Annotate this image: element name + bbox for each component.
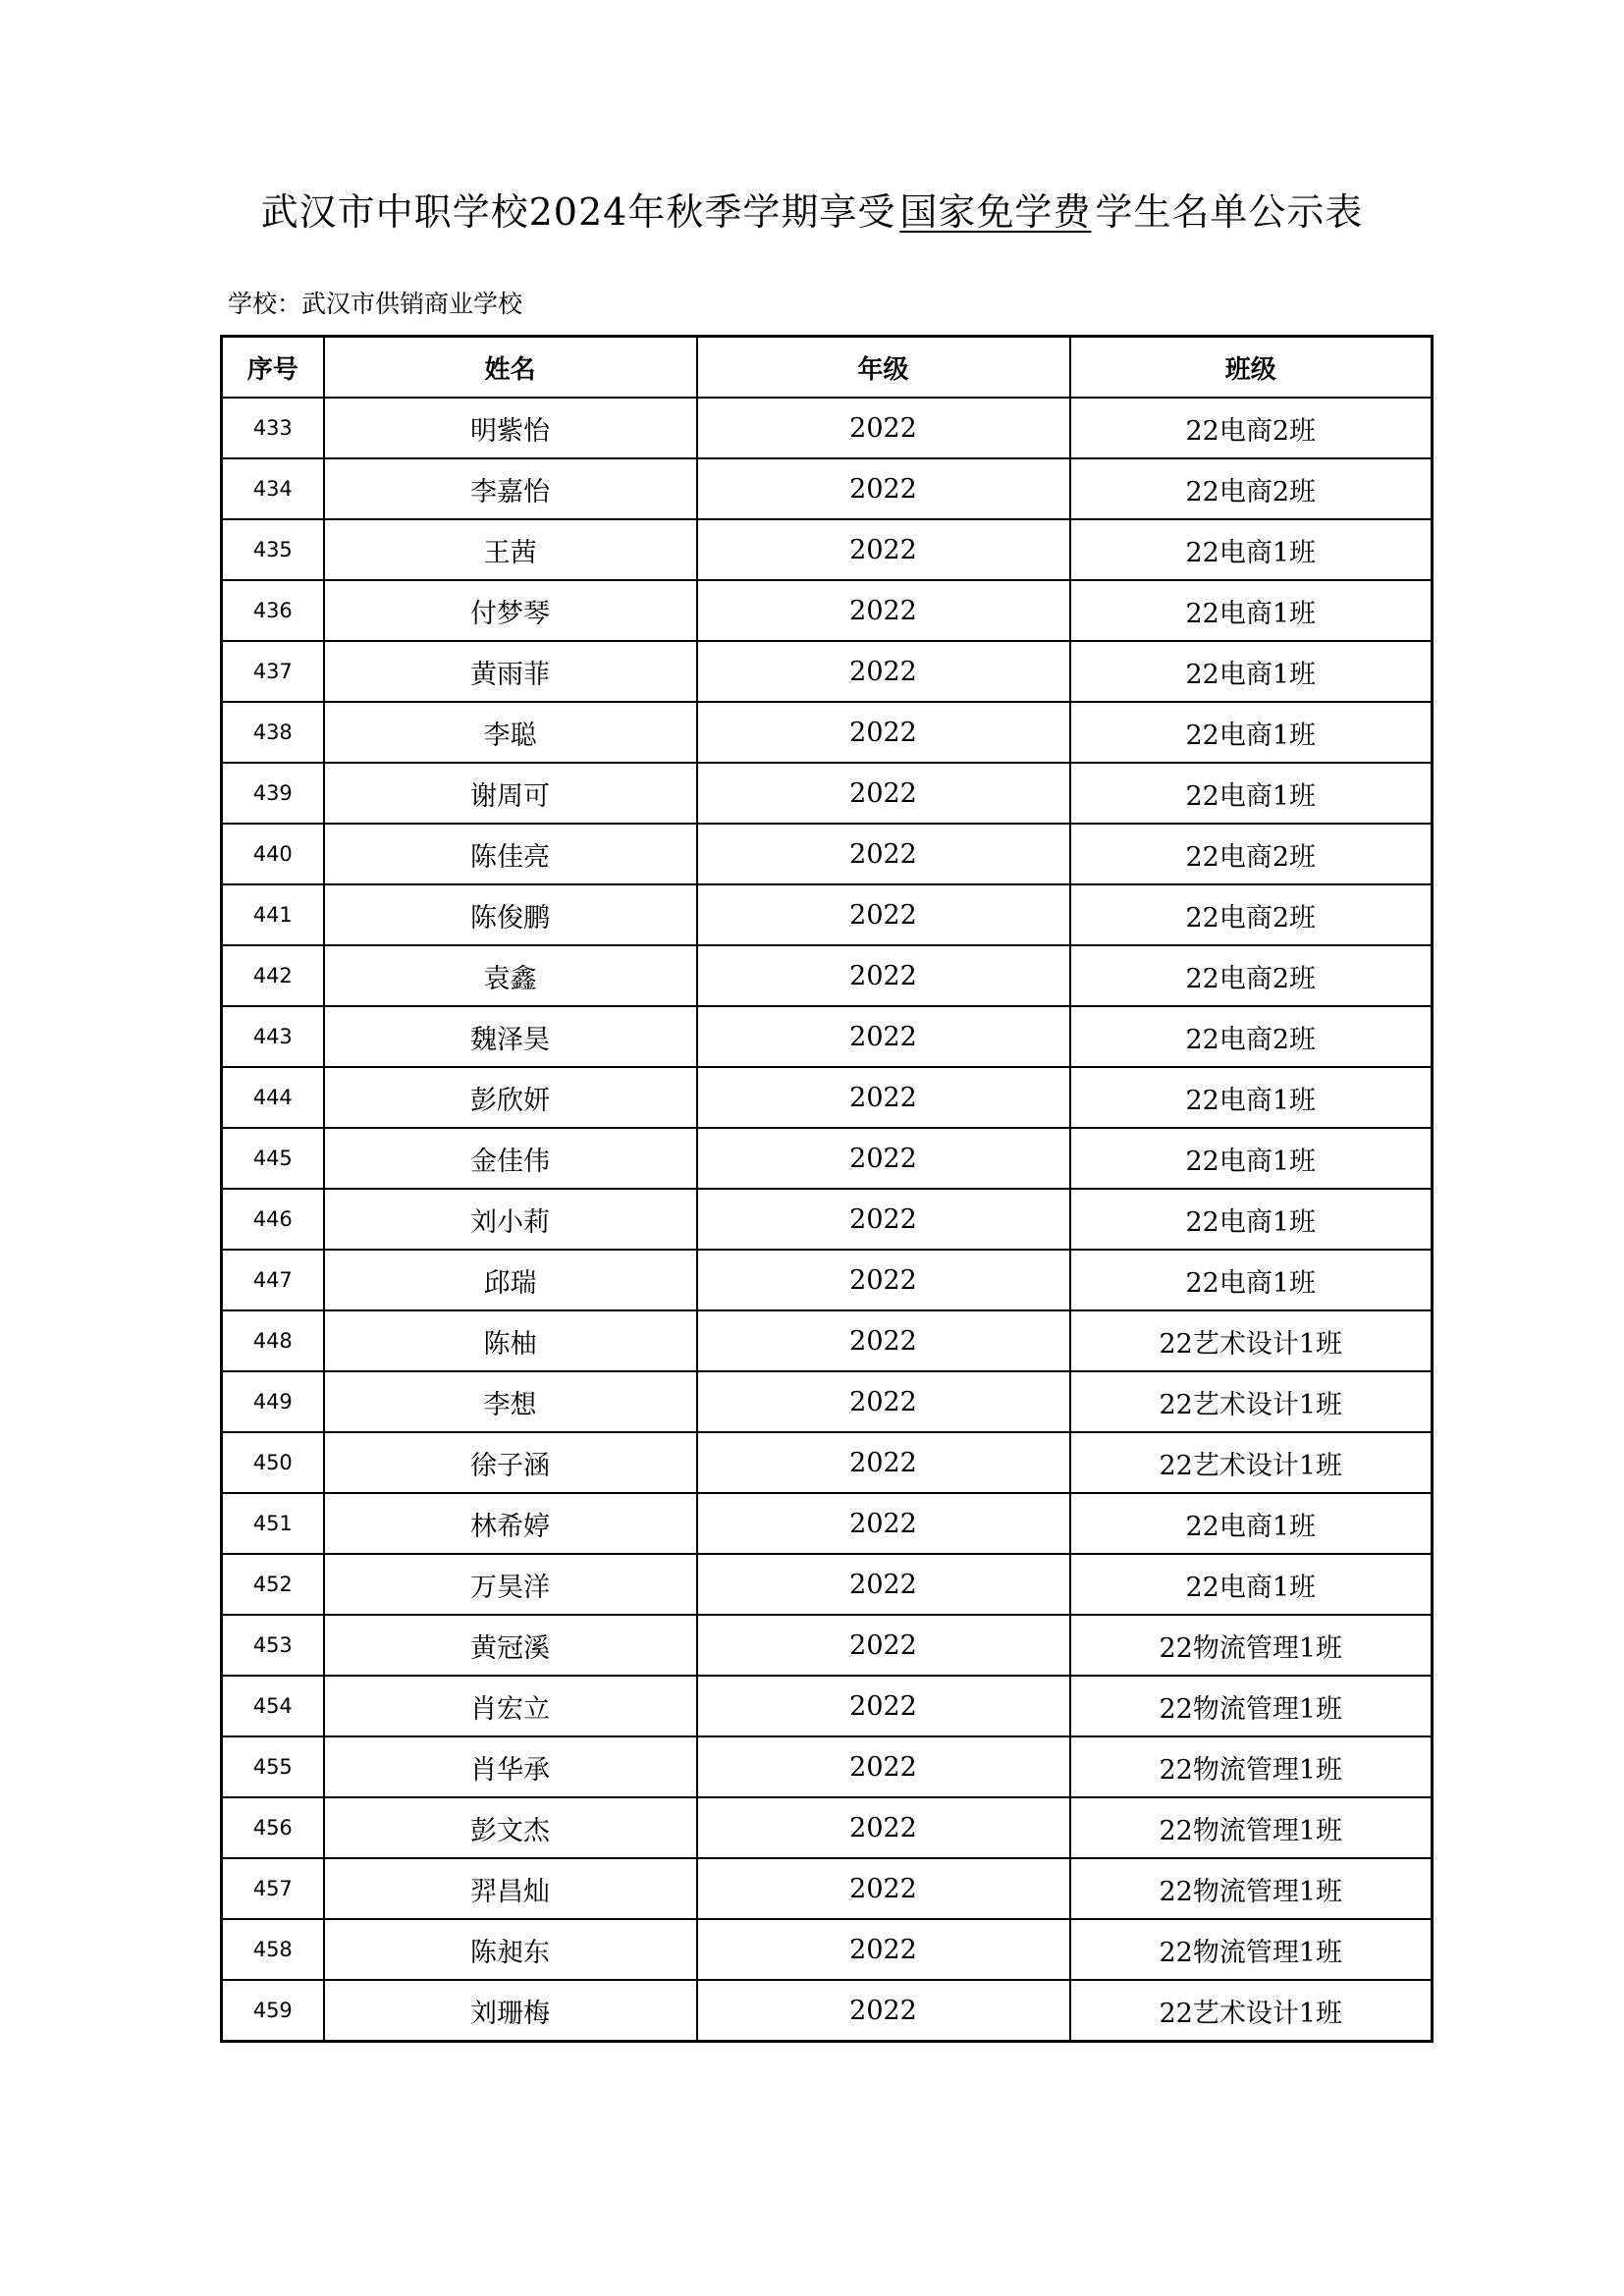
cell-index: 457 bbox=[222, 1858, 324, 1919]
cell-name: 李聪 bbox=[324, 702, 697, 763]
cell-grade: 2022 bbox=[697, 1919, 1070, 1980]
table-row bbox=[222, 641, 1433, 702]
cell-index: 439 bbox=[222, 763, 324, 824]
cell-index: 437 bbox=[222, 641, 324, 702]
cell-grade: 2022 bbox=[697, 398, 1070, 458]
cell-grade: 2022 bbox=[697, 1006, 1070, 1067]
cell-class: 22电商1班 bbox=[1070, 1493, 1433, 1554]
cell-class: 22艺术设计1班 bbox=[1070, 1980, 1433, 2042]
cell-grade: 2022 bbox=[697, 458, 1070, 519]
cell-grade: 2022 bbox=[697, 824, 1070, 884]
table-row bbox=[222, 945, 1433, 1006]
cell-grade: 2022 bbox=[697, 945, 1070, 1006]
cell-name: 陈俊鹏 bbox=[324, 884, 697, 945]
cell-name: 邱瑞 bbox=[324, 1250, 697, 1310]
table-header-row bbox=[222, 337, 1433, 399]
cell-grade: 2022 bbox=[697, 641, 1070, 702]
page-title bbox=[0, 185, 1624, 240]
cell-name: 彭文杰 bbox=[324, 1797, 697, 1858]
table-row bbox=[222, 884, 1433, 945]
header-name: 姓名 bbox=[324, 337, 697, 399]
table-row bbox=[222, 1310, 1433, 1371]
cell-grade: 2022 bbox=[697, 1615, 1070, 1676]
cell-name: 金佳伟 bbox=[324, 1128, 697, 1189]
table-row bbox=[222, 1980, 1433, 2042]
table-body bbox=[222, 398, 1433, 2042]
table-row bbox=[222, 1736, 1433, 1797]
cell-index: 446 bbox=[222, 1189, 324, 1250]
cell-class: 22电商1班 bbox=[1070, 580, 1433, 641]
cell-index: 458 bbox=[222, 1919, 324, 1980]
cell-class: 22物流管理1班 bbox=[1070, 1919, 1433, 1980]
cell-index: 450 bbox=[222, 1432, 324, 1493]
table-row bbox=[222, 1189, 1433, 1250]
cell-grade: 2022 bbox=[697, 1189, 1070, 1250]
cell-name: 黄冠溪 bbox=[324, 1615, 697, 1676]
table-row bbox=[222, 1432, 1433, 1493]
cell-grade: 2022 bbox=[697, 1067, 1070, 1128]
cell-index: 440 bbox=[222, 824, 324, 884]
cell-grade: 2022 bbox=[697, 884, 1070, 945]
cell-index: 452 bbox=[222, 1554, 324, 1615]
cell-class: 22电商2班 bbox=[1070, 398, 1433, 458]
table-row bbox=[222, 1128, 1433, 1189]
cell-class: 22物流管理1班 bbox=[1070, 1797, 1433, 1858]
cell-class: 22电商2班 bbox=[1070, 824, 1433, 884]
cell-index: 455 bbox=[222, 1736, 324, 1797]
cell-index: 444 bbox=[222, 1067, 324, 1128]
cell-class: 22电商1班 bbox=[1070, 1554, 1433, 1615]
table-row bbox=[222, 1371, 1433, 1432]
header-class: 班级 bbox=[1070, 337, 1433, 399]
cell-index: 438 bbox=[222, 702, 324, 763]
school-label: 学校： bbox=[228, 290, 302, 318]
title-prefix: 武汉市中职学校2024年秋季学期享受 bbox=[260, 190, 896, 234]
table-row bbox=[222, 1554, 1433, 1615]
cell-class: 22艺术设计1班 bbox=[1070, 1310, 1433, 1371]
cell-grade: 2022 bbox=[697, 519, 1070, 580]
cell-class: 22电商1班 bbox=[1070, 763, 1433, 824]
header-index: 序号 bbox=[222, 337, 324, 399]
table-row bbox=[222, 398, 1433, 458]
table-row bbox=[222, 1006, 1433, 1067]
cell-name: 明紫怡 bbox=[324, 398, 697, 458]
table-row bbox=[222, 763, 1433, 824]
table-row bbox=[222, 580, 1433, 641]
cell-class: 22电商1班 bbox=[1070, 1189, 1433, 1250]
cell-index: 456 bbox=[222, 1797, 324, 1858]
cell-class: 22电商2班 bbox=[1070, 458, 1433, 519]
cell-name: 肖宏立 bbox=[324, 1676, 697, 1736]
cell-class: 22物流管理1班 bbox=[1070, 1858, 1433, 1919]
cell-index: 441 bbox=[222, 884, 324, 945]
cell-index: 451 bbox=[222, 1493, 324, 1554]
cell-name: 羿昌灿 bbox=[324, 1858, 697, 1919]
cell-name: 徐子涵 bbox=[324, 1432, 697, 1493]
cell-grade: 2022 bbox=[697, 1676, 1070, 1736]
cell-grade: 2022 bbox=[697, 1310, 1070, 1371]
cell-name: 刘小莉 bbox=[324, 1189, 697, 1250]
cell-name: 彭欣妍 bbox=[324, 1067, 697, 1128]
cell-index: 447 bbox=[222, 1250, 324, 1310]
cell-class: 22物流管理1班 bbox=[1070, 1736, 1433, 1797]
cell-grade: 2022 bbox=[697, 580, 1070, 641]
cell-class: 22物流管理1班 bbox=[1070, 1615, 1433, 1676]
cell-name: 陈昶东 bbox=[324, 1919, 697, 1980]
cell-index: 435 bbox=[222, 519, 324, 580]
cell-name: 黄雨菲 bbox=[324, 641, 697, 702]
table-row bbox=[222, 702, 1433, 763]
cell-grade: 2022 bbox=[697, 1797, 1070, 1858]
cell-index: 443 bbox=[222, 1006, 324, 1067]
cell-grade: 2022 bbox=[697, 1980, 1070, 2042]
header-grade: 年级 bbox=[697, 337, 1070, 399]
cell-grade: 2022 bbox=[697, 1432, 1070, 1493]
table-row bbox=[222, 1250, 1433, 1310]
cell-name: 付梦琴 bbox=[324, 580, 697, 641]
title-highlight: 国家免学费 bbox=[899, 190, 1092, 234]
title-suffix: 学生名单公示表 bbox=[1095, 190, 1364, 234]
cell-name: 李嘉怡 bbox=[324, 458, 697, 519]
cell-index: 453 bbox=[222, 1615, 324, 1676]
cell-class: 22电商1班 bbox=[1070, 1250, 1433, 1310]
cell-name: 陈佳亮 bbox=[324, 824, 697, 884]
cell-index: 445 bbox=[222, 1128, 324, 1189]
cell-index: 454 bbox=[222, 1676, 324, 1736]
table-row bbox=[222, 1615, 1433, 1676]
cell-grade: 2022 bbox=[697, 1371, 1070, 1432]
cell-grade: 2022 bbox=[697, 1736, 1070, 1797]
cell-class: 22电商2班 bbox=[1070, 1006, 1433, 1067]
table-row bbox=[222, 519, 1433, 580]
cell-grade: 2022 bbox=[697, 1554, 1070, 1615]
cell-class: 22物流管理1班 bbox=[1070, 1676, 1433, 1736]
cell-class: 22电商1班 bbox=[1070, 1128, 1433, 1189]
table-row bbox=[222, 824, 1433, 884]
cell-index: 449 bbox=[222, 1371, 324, 1432]
cell-index: 433 bbox=[222, 398, 324, 458]
cell-class: 22艺术设计1班 bbox=[1070, 1432, 1433, 1493]
table-row bbox=[222, 1493, 1433, 1554]
cell-grade: 2022 bbox=[697, 702, 1070, 763]
cell-name: 袁鑫 bbox=[324, 945, 697, 1006]
cell-grade: 2022 bbox=[697, 1858, 1070, 1919]
cell-name: 李想 bbox=[324, 1371, 697, 1432]
table-row bbox=[222, 1858, 1433, 1919]
cell-index: 436 bbox=[222, 580, 324, 641]
school-line bbox=[228, 287, 522, 322]
student-table bbox=[220, 335, 1434, 2043]
table-row bbox=[222, 1919, 1433, 1980]
cell-index: 459 bbox=[222, 1980, 324, 2042]
cell-class: 22电商1班 bbox=[1070, 519, 1433, 580]
cell-name: 谢周可 bbox=[324, 763, 697, 824]
table-row bbox=[222, 1676, 1433, 1736]
table-row bbox=[222, 1797, 1433, 1858]
table-row bbox=[222, 458, 1433, 519]
cell-class: 22艺术设计1班 bbox=[1070, 1371, 1433, 1432]
cell-grade: 2022 bbox=[697, 1493, 1070, 1554]
cell-class: 22电商1班 bbox=[1070, 1067, 1433, 1128]
cell-name: 林希婷 bbox=[324, 1493, 697, 1554]
cell-class: 22电商1班 bbox=[1070, 702, 1433, 763]
cell-name: 肖华承 bbox=[324, 1736, 697, 1797]
cell-grade: 2022 bbox=[697, 1128, 1070, 1189]
cell-grade: 2022 bbox=[697, 763, 1070, 824]
cell-name: 王茜 bbox=[324, 519, 697, 580]
cell-name: 万昊洋 bbox=[324, 1554, 697, 1615]
school-name: 武汉市供销商业学校 bbox=[301, 290, 523, 318]
cell-name: 陈柚 bbox=[324, 1310, 697, 1371]
table-row bbox=[222, 1067, 1433, 1128]
cell-name: 魏泽昊 bbox=[324, 1006, 697, 1067]
cell-index: 442 bbox=[222, 945, 324, 1006]
cell-grade: 2022 bbox=[697, 1250, 1070, 1310]
cell-name: 刘珊梅 bbox=[324, 1980, 697, 2042]
cell-class: 22电商2班 bbox=[1070, 884, 1433, 945]
cell-index: 448 bbox=[222, 1310, 324, 1371]
cell-index: 434 bbox=[222, 458, 324, 519]
cell-class: 22电商2班 bbox=[1070, 945, 1433, 1006]
cell-class: 22电商1班 bbox=[1070, 641, 1433, 702]
